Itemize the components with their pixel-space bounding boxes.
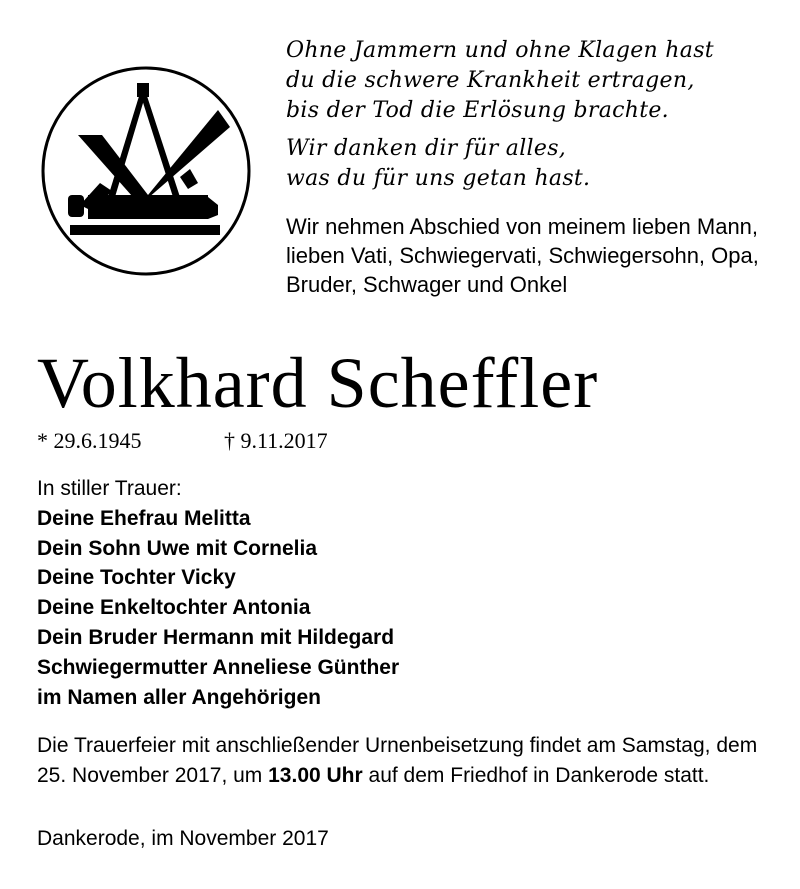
mourner-name: Schwiegermutter Anneliese Günther (37, 655, 400, 679)
poem-line: Wir danken dir für alles, (286, 136, 567, 161)
mourner-name: Deine Enkeltochter Antonia (37, 596, 311, 620)
poem-stanza-2 (286, 134, 786, 194)
ceremony-info (37, 731, 782, 791)
mourner-name: Dein Sohn Uwe mit Cornelia (37, 536, 318, 560)
ceremony-text-end: auf dem Friedhof in Dankerode statt. (362, 764, 710, 787)
farewell-intro: Wir nehmen Abschied von meinem lieben Mann, lieben Vati, Schwiegervati, Schwiegersohn, Opa, Bruder, Schwager und Onkel (286, 214, 759, 297)
ceremony-text-start: Die Trauerfeier mit anschließender Urnenbeisetzung findet am Samstag, dem 25. November 2017, um (37, 734, 758, 787)
poem-stanza-1 (286, 36, 786, 126)
poem-line: was du für uns getan hast. (286, 166, 591, 191)
poem-line: Ohne Jammern und ohne Klagen hast (286, 38, 714, 63)
life-dates (37, 426, 328, 456)
birth-date: * 29.6.1945 (37, 428, 142, 453)
place-and-date: Dankerode, im November 2017 (37, 827, 329, 850)
square-compass-plane-icon (40, 65, 252, 277)
mourners-list (37, 474, 777, 712)
mourners-lead: In stiller Trauer: (37, 477, 182, 500)
deceased-name: Volkhard Scheffler (37, 343, 599, 423)
mourner-name: Deine Tochter Vicky (37, 566, 236, 590)
memorial-poem (286, 36, 786, 202)
ceremony-time: 13.00 Uhr (268, 764, 363, 787)
mourner-name: im Namen aller Angehörigen (37, 685, 321, 709)
poem-line: du die schwere Krankheit ertragen, (286, 68, 695, 93)
mourner-name: Deine Ehefrau Melitta (37, 506, 251, 530)
mourner-name: Dein Bruder Hermann mit Hildegard (37, 625, 395, 649)
death-date: † 9.11.2017 (224, 428, 328, 453)
poem-line: bis der Tod die Erlösung brachte. (286, 98, 669, 123)
